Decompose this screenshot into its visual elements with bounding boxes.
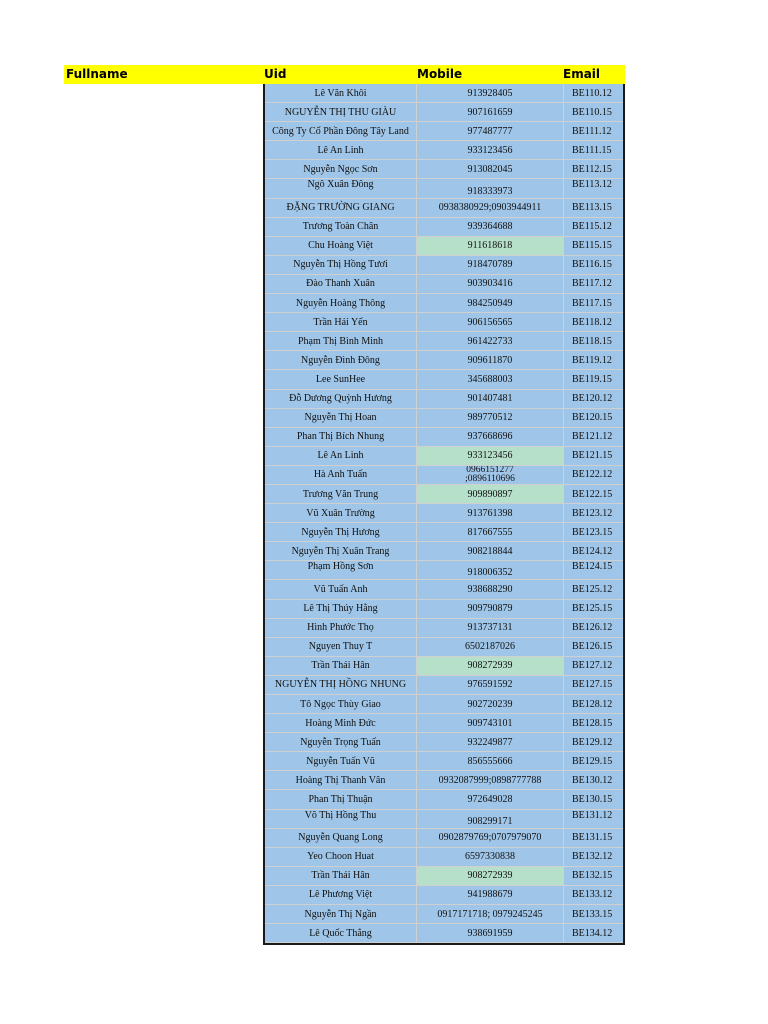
table-row — [265, 600, 623, 619]
cell-uid[interactable]: Tô Ngọc Thùy Giao — [265, 695, 417, 714]
cell-mobile[interactable]: 913737131 — [417, 619, 564, 638]
cell-email[interactable]: BE117.12 — [564, 275, 623, 294]
cell-mobile[interactable]: 984250949 — [417, 294, 564, 313]
table-row — [265, 332, 623, 351]
cell-uid[interactable]: Lê An Linh — [265, 141, 417, 160]
cell-email[interactable]: BE111.12 — [564, 122, 623, 141]
cell-email[interactable]: BE129.12 — [564, 733, 623, 752]
table-row — [265, 84, 623, 103]
cell-uid[interactable]: Lee SunHee — [265, 370, 417, 389]
cell-uid[interactable]: Nguyễn Quang Long — [265, 829, 417, 848]
table-row — [265, 122, 623, 141]
cell-uid[interactable]: Trần Thái Hân — [265, 867, 417, 886]
cell-uid[interactable]: Nguyễn Thị Hương — [265, 523, 417, 542]
cell-uid[interactable]: Nguyễn Đình Đông — [265, 351, 417, 370]
cell-mobile[interactable]: 941988679 — [417, 886, 564, 905]
cell-email[interactable]: BE116.15 — [564, 256, 623, 275]
table-row — [265, 542, 623, 561]
cell-uid[interactable]: Phan Thị Thuận — [265, 790, 417, 809]
table-row — [265, 504, 623, 523]
table-row — [265, 447, 623, 466]
table-row — [265, 676, 623, 695]
cell-uid[interactable]: Hoàng Thị Thanh Vân — [265, 771, 417, 790]
cell-email[interactable]: BE113.15 — [564, 199, 623, 218]
header-mobile: Mobile — [417, 67, 463, 81]
cell-mobile[interactable]: 939364688 — [417, 218, 564, 237]
cell-uid[interactable]: Yeo Choon Huat — [265, 848, 417, 867]
table-row — [265, 829, 623, 848]
cell-email[interactable]: BE119.15 — [564, 370, 623, 389]
cell-email[interactable]: BE132.12 — [564, 848, 623, 867]
table-row — [265, 905, 623, 924]
table-row — [265, 218, 623, 237]
cell-uid[interactable]: Nguyễn Thị Hồng Tươi — [265, 256, 417, 275]
cell-mobile[interactable]: 938688290 — [417, 580, 564, 599]
cell-mobile[interactable]: 913761398 — [417, 504, 564, 523]
table-row — [265, 160, 623, 179]
mobile-line: 0966151277 — [466, 465, 514, 475]
cell-mobile[interactable]: 0932087999;0898777788 — [417, 771, 564, 790]
table-row — [265, 790, 623, 809]
cell-mobile[interactable]: 907161659 — [417, 103, 564, 122]
cell-uid[interactable]: Lê Thị Thúy Hằng — [265, 600, 417, 619]
cell-uid[interactable]: Lê An Linh — [265, 447, 417, 466]
cell-email[interactable]: BE122.12 — [564, 466, 623, 485]
cell-email[interactable]: BE124.12 — [564, 542, 623, 561]
cell-mobile[interactable]: 906156565 — [417, 313, 564, 332]
cell-mobile[interactable]: 902720239 — [417, 695, 564, 714]
cell-mobile[interactable]: 933123456 — [417, 447, 564, 466]
cell-email[interactable]: BE122.15 — [564, 485, 623, 504]
cell-uid[interactable]: Nguyen Thuy T — [265, 638, 417, 657]
cell-email[interactable]: BE120.15 — [564, 409, 623, 428]
mobile-line: ;0896110696 — [465, 473, 515, 484]
cell-email[interactable]: BE112.15 — [564, 160, 623, 179]
cell-uid[interactable]: Công Ty Cổ Phần Đông Tây Land — [265, 122, 417, 141]
table-row — [265, 428, 623, 447]
cell-mobile[interactable]: 976591592 — [417, 676, 564, 695]
table-row — [265, 848, 623, 867]
cell-mobile[interactable]: 0938380929;0903944911 — [417, 199, 564, 218]
table-row — [265, 256, 623, 275]
cell-email[interactable]: BE129.15 — [564, 752, 623, 771]
cell-mobile[interactable]: 913928405 — [417, 84, 564, 103]
cell-uid[interactable]: Phạm Thị Bình Minh — [265, 332, 417, 351]
table-row — [265, 752, 623, 771]
cell-uid[interactable]: Vũ Xuân Trường — [265, 504, 417, 523]
cell-uid[interactable]: Lê Quốc Thắng — [265, 924, 417, 943]
cell-mobile[interactable]: 932249877 — [417, 733, 564, 752]
cell-email[interactable]: BE124.15 — [564, 561, 623, 580]
cell-mobile[interactable] — [417, 466, 564, 485]
cell-email[interactable]: BE132.15 — [564, 867, 623, 886]
cell-email[interactable]: BE133.15 — [564, 905, 623, 924]
cell-email[interactable]: BE118.12 — [564, 313, 623, 332]
cell-email[interactable]: BE125.12 — [564, 580, 623, 599]
table-row — [265, 867, 623, 886]
table-row — [265, 523, 623, 542]
cell-email[interactable]: BE123.12 — [564, 504, 623, 523]
table-row — [265, 924, 623, 943]
cell-uid[interactable]: Nguyễn Tuấn Vũ — [265, 752, 417, 771]
cell-mobile[interactable]: 908272939 — [417, 657, 564, 676]
cell-mobile[interactable]: 903903416 — [417, 275, 564, 294]
cell-mobile[interactable]: 908218844 — [417, 542, 564, 561]
cell-email[interactable]: BE133.12 — [564, 886, 623, 905]
cell-mobile[interactable]: 0917171718; 0979245245 — [417, 905, 564, 924]
cell-uid[interactable]: Trần Thái Hân — [265, 657, 417, 676]
table-row — [265, 409, 623, 428]
cell-mobile[interactable]: 918470789 — [417, 256, 564, 275]
cell-uid[interactable]: Lê Văn Khôi — [265, 84, 417, 103]
cell-uid[interactable]: Nguyễn Thị Xuân Trang — [265, 542, 417, 561]
cell-email[interactable]: BE125.15 — [564, 600, 623, 619]
cell-mobile[interactable]: 908299171 — [417, 810, 564, 829]
cell-uid[interactable]: Trần Hải Yến — [265, 313, 417, 332]
table-row — [265, 179, 623, 198]
cell-mobile[interactable]: 6597330838 — [417, 848, 564, 867]
cell-email[interactable]: BE110.12 — [564, 84, 623, 103]
table-row — [265, 695, 623, 714]
table-row — [265, 810, 623, 829]
cell-mobile[interactable]: 909790879 — [417, 600, 564, 619]
cell-email[interactable]: BE134.12 — [564, 924, 623, 943]
table-row — [265, 141, 623, 160]
cell-email[interactable]: BE128.12 — [564, 695, 623, 714]
table-row — [265, 237, 623, 256]
cell-uid[interactable]: Võ Thị Hồng Thu — [265, 810, 417, 829]
cell-uid[interactable]: ĐẶNG TRƯỜNG GIANG — [265, 199, 417, 218]
cell-mobile[interactable]: 913082045 — [417, 160, 564, 179]
cell-mobile[interactable]: 972649028 — [417, 790, 564, 809]
table-row — [265, 466, 623, 485]
cell-uid[interactable]: Ngô Xuân Đông — [265, 179, 417, 198]
cell-mobile[interactable]: 911618618 — [417, 237, 564, 256]
cell-uid[interactable]: Nguyễn Thị Ngần — [265, 905, 417, 924]
cell-mobile[interactable]: 909611870 — [417, 351, 564, 370]
cell-mobile[interactable]: 933123456 — [417, 141, 564, 160]
cell-mobile[interactable]: 909890897 — [417, 485, 564, 504]
cell-email[interactable]: BE127.12 — [564, 657, 623, 676]
table-row — [265, 103, 623, 122]
table-row — [265, 351, 623, 370]
cell-email[interactable]: BE130.15 — [564, 790, 623, 809]
cell-mobile[interactable]: 909743101 — [417, 714, 564, 733]
cell-uid[interactable]: Hà Anh Tuấn — [265, 466, 417, 485]
cell-mobile[interactable]: 901407481 — [417, 390, 564, 409]
cell-email[interactable]: BE128.15 — [564, 714, 623, 733]
cell-mobile[interactable]: 345688003 — [417, 370, 564, 389]
cell-uid[interactable]: Trương Toàn Chân — [265, 218, 417, 237]
table-row — [265, 485, 623, 504]
table-row — [265, 733, 623, 752]
header-row — [64, 65, 625, 84]
cell-mobile[interactable]: 908272939 — [417, 867, 564, 886]
cell-email[interactable]: BE110.15 — [564, 103, 623, 122]
cell-email[interactable]: BE127.15 — [564, 676, 623, 695]
table-row — [265, 199, 623, 218]
cell-email[interactable]: BE115.12 — [564, 218, 623, 237]
cell-uid[interactable]: Đào Thanh Xuân — [265, 275, 417, 294]
cell-uid[interactable]: NGUYỄN THỊ THU GIÀU — [265, 103, 417, 122]
data-table — [263, 84, 625, 945]
cell-uid[interactable]: Lê Phương Việt — [265, 886, 417, 905]
cell-email[interactable]: BE130.12 — [564, 771, 623, 790]
table-row — [265, 619, 623, 638]
cell-uid[interactable]: NGUYỄN THỊ HỒNG NHUNG — [265, 676, 417, 695]
cell-mobile[interactable]: 856555666 — [417, 752, 564, 771]
cell-mobile[interactable]: 961422733 — [417, 332, 564, 351]
header-uid: Uid — [264, 67, 287, 81]
cell-email[interactable]: BE121.12 — [564, 428, 623, 447]
cell-email[interactable]: BE131.15 — [564, 829, 623, 848]
cell-uid[interactable]: Chu Hoàng Việt — [265, 237, 417, 256]
cell-uid[interactable]: Phạm Hồng Sơn — [265, 561, 417, 580]
table-row — [265, 714, 623, 733]
cell-uid[interactable]: Trương Văn Trung — [265, 485, 417, 504]
table-row — [265, 313, 623, 332]
cell-mobile[interactable]: 918333973 — [417, 179, 564, 198]
table-row — [265, 275, 623, 294]
cell-uid[interactable]: Nguyễn Hoàng Thông — [265, 294, 417, 313]
cell-email[interactable]: BE119.12 — [564, 351, 623, 370]
cell-mobile[interactable]: 817667555 — [417, 523, 564, 542]
cell-mobile[interactable]: 6502187026 — [417, 638, 564, 657]
cell-uid[interactable]: Hoàng Minh Đức — [265, 714, 417, 733]
cell-mobile[interactable]: 989770512 — [417, 409, 564, 428]
cell-mobile[interactable]: 918006352 — [417, 561, 564, 580]
cell-email[interactable]: BE131.12 — [564, 810, 623, 829]
cell-email[interactable]: BE113.12 — [564, 179, 623, 198]
cell-mobile[interactable]: 977487777 — [417, 122, 564, 141]
header-fullname: Fullname — [66, 67, 128, 81]
table-row — [265, 657, 623, 676]
cell-mobile[interactable]: 938691959 — [417, 924, 564, 943]
cell-email[interactable]: BE121.15 — [564, 447, 623, 466]
cell-uid[interactable]: Hình Phước Thọ — [265, 619, 417, 638]
cell-uid[interactable]: Nguyễn Trọng Tuấn — [265, 733, 417, 752]
cell-email[interactable]: BE115.15 — [564, 237, 623, 256]
table-row — [265, 561, 623, 580]
table-row — [265, 771, 623, 790]
cell-mobile[interactable]: 937668696 — [417, 428, 564, 447]
cell-uid[interactable]: Vũ Tuấn Anh — [265, 580, 417, 599]
table-row — [265, 390, 623, 409]
table-row — [265, 370, 623, 389]
cell-email[interactable]: BE126.12 — [564, 619, 623, 638]
table-row — [265, 294, 623, 313]
cell-email[interactable]: BE111.15 — [564, 141, 623, 160]
cell-uid[interactable]: Đỗ Dương Quỳnh Hương — [265, 390, 417, 409]
header-email: Email — [563, 67, 601, 81]
cell-email[interactable]: BE123.15 — [564, 523, 623, 542]
cell-email[interactable]: BE118.15 — [564, 332, 623, 351]
table-row — [265, 638, 623, 657]
cell-uid[interactable]: Phan Thị Bích Nhung — [265, 428, 417, 447]
cell-uid[interactable]: Nguyễn Thị Hoan — [265, 409, 417, 428]
table-row — [265, 580, 623, 599]
cell-email[interactable]: BE126.15 — [564, 638, 623, 657]
cell-uid[interactable]: Nguyễn Ngọc Sơn — [265, 160, 417, 179]
table-row — [265, 886, 623, 905]
cell-email[interactable]: BE117.15 — [564, 294, 623, 313]
cell-email[interactable]: BE120.12 — [564, 390, 623, 409]
cell-mobile[interactable]: 0902879769;0707979070 — [417, 829, 564, 848]
